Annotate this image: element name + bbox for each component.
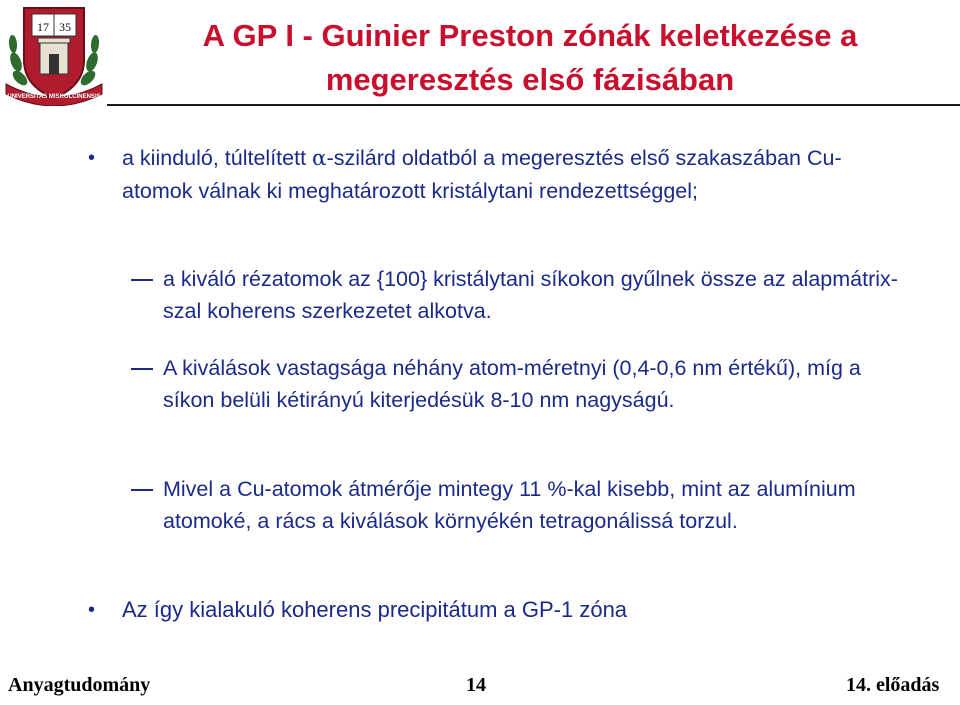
dash-icon (131, 368, 153, 370)
title-line-1: A GP I - Guinier Preston zónák keletkezése a (202, 18, 858, 53)
bullet-1-text-a: a kiinduló, túltelített (122, 146, 313, 170)
footer-page-number: 14 (466, 674, 486, 696)
crest-year-left: 17 (37, 20, 49, 34)
sub-item-1-text: a kiváló rézatomok az {100} kristálytani síkokon gyűlnek össze az alapmátrix-szal koherens szerkezetet alkotva. (163, 267, 898, 323)
bullet-1-text-b: -szilárd oldatból a megeresztés első szakaszában Cu-atomok válnak ki meghatározott kristálytani rendezettséggel; (122, 146, 842, 203)
bullet-item-1 (88, 142, 882, 207)
title-line-2: megeresztés első fázisában (325, 62, 735, 97)
bullet-item-2 (88, 594, 882, 626)
bullet-icon: • (88, 599, 96, 621)
alpha-symbol: α (312, 146, 327, 171)
dash-icon (131, 279, 153, 281)
footer-lecture: 14. előadás (846, 674, 940, 696)
sub-item-3-text: Mivel a Cu-atomok átmérője mintegy 11 %-kal kisebb, mint az alumínium atomoké, a rács a kiválások környékén tetragonálissá torzul. (163, 477, 856, 533)
sub-item-1 (163, 263, 903, 327)
dash-icon (131, 489, 153, 491)
bullet-icon: • (88, 147, 96, 169)
bullet-2-text: Az így kialakuló koherens precipitátum a GP-1 zóna (122, 597, 628, 622)
sub-item-2 (163, 352, 903, 416)
crest-motto: UNIVERSITAS MISKOLCINENSIS (7, 94, 101, 100)
footer-course: Anyagtudomány (8, 674, 151, 696)
sub-item-2-text: A kiválások vastagsága néhány atom-méretnyi (0,4-0,6 nm értékű), míg a síkon belüli kétirányú kiterjedésük 8-10 nm nagyságú. (163, 356, 861, 412)
crest-year-right: 35 (59, 20, 71, 34)
sub-item-3 (163, 473, 903, 537)
